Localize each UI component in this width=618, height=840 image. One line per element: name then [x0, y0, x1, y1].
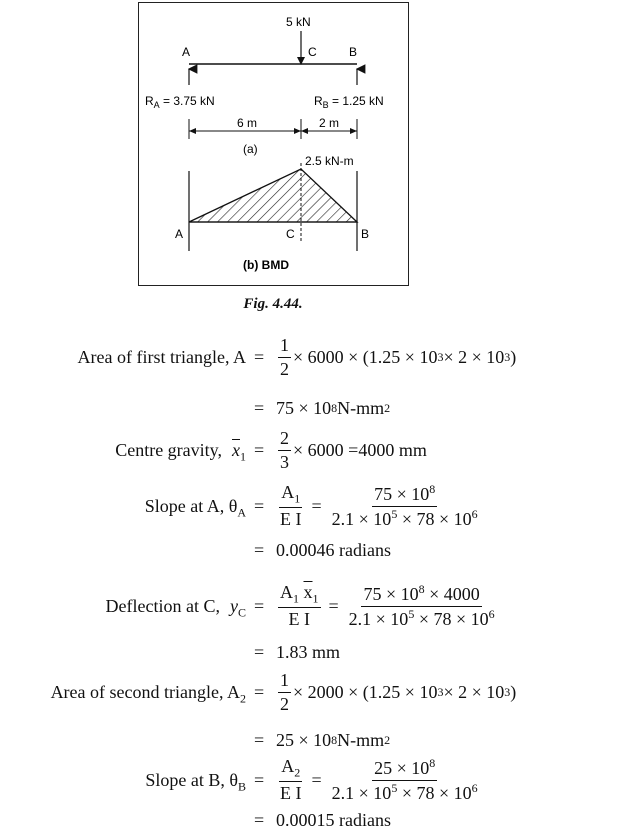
bmd-point-c: C	[286, 227, 295, 241]
fraction-a1-ei: $\frac{A_1}{\text{E I}}$	[280, 481, 302, 530]
span-ac-label: 6 m	[237, 116, 258, 130]
eq-slope-a-label: Slope at A, $\theta_A$	[144, 496, 246, 520]
eq-area-first-label: Area of first triangle, A	[77, 347, 246, 367]
equals-sign: =	[254, 347, 265, 367]
equals-sign: =	[254, 596, 265, 616]
beam-figure	[138, 2, 409, 286]
beam-diagram	[139, 3, 410, 287]
eq-area-second	[0, 669, 618, 714]
eq-slope-a-result	[0, 530, 618, 570]
eq-deflection-c-label: Deflection at C, $y_C$	[105, 596, 246, 620]
fraction-slope-b-values: $\frac{25 \times 10^8}{2.1 \times 10^5 \times 78 \times 10^6}$	[331, 755, 478, 803]
eq-centroid-rhs: $\frac{2}{3}$ × 6000 = 4000 mm	[280, 427, 427, 472]
fraction-slope-a-values: $\frac{75 \times 10^8}{2.1 \times 10^5 \times 78 \times 10^6}$	[331, 481, 478, 529]
equals-sign: =	[254, 398, 265, 418]
eq-area-first-result	[0, 388, 618, 428]
eq-slope-b-label: Slope at B, $\theta_B$	[145, 770, 246, 794]
bmd-point-b: B	[361, 227, 370, 241]
eq-slope-a-value: 0.00046 radians	[276, 539, 391, 560]
bmd-point-a: A	[175, 227, 184, 241]
eq-slope-b-result	[0, 800, 618, 840]
eq-slope-a	[0, 481, 618, 530]
equals-sign: =	[254, 496, 265, 516]
eq-deflection-c-result	[0, 632, 618, 672]
moment-max-label: 2.5 kN-m	[305, 154, 354, 168]
point-c-label: C	[308, 45, 317, 59]
label-b: (b) BMD	[243, 258, 289, 272]
equals-sign: =	[254, 770, 265, 790]
bmd-triangle	[189, 169, 357, 222]
equals-sign: =	[254, 810, 265, 830]
eq-slope-b-rhs: $\frac{A_2}{\text{E I}}$ = $\frac{25 \times 10^8}{2.1 \times 10^5 \times 78 \times 10^6}$	[280, 755, 478, 804]
equals-sign: =	[254, 440, 265, 460]
eq-deflection-c	[0, 581, 618, 630]
span-cb-label: 2 m	[319, 116, 340, 130]
eq-slope-a-rhs: $\frac{A_1}{\text{E I}}$ = $\frac{75 \times 10^8}{2.1 \times 10^5 \times 78 \times 10^6}$	[280, 481, 478, 530]
eq-centroid	[0, 427, 618, 472]
fraction-a1x1-ei: $\frac{A_1 \overline{x}_1}{\text{E I}}$	[280, 581, 319, 630]
label-a: (a)	[243, 142, 258, 156]
load-label: 5 kN	[286, 15, 311, 29]
equals-sign: =	[254, 540, 265, 560]
eq-slope-b-value: 0.00015 radians	[276, 809, 391, 830]
reaction-a-label: $R_A = 3.75$ kN	[145, 94, 215, 110]
fraction-a2-ei: $\frac{A_2}{\text{E I}}$	[280, 755, 302, 804]
equals-sign: =	[254, 682, 265, 702]
eq-centroid-label: Centre gravity, $\overline{x}_1$	[115, 440, 246, 464]
eq-area-second-rhs: $\frac{1}{2}$ × 2000 × (1.25 × 10 3 × 2 × 10 3 )	[280, 669, 517, 714]
point-b-label: B	[349, 45, 358, 59]
fraction-two-thirds: $\frac{2}{3}$	[280, 427, 289, 472]
fraction-half: $\frac{1}{2}$	[280, 669, 289, 714]
eq-area-first-value: 75 × 10 8 N-mm 2	[276, 397, 391, 418]
fraction-deflection-values: $\frac{75 \times 10^8 \times 4000}{2.1 \times 10^5 \times 78 \times 10^6}$	[348, 581, 495, 629]
eq-area-second-result	[0, 720, 618, 760]
eq-deflection-c-value: 1.83 mm	[276, 641, 341, 662]
equals-sign: =	[254, 642, 265, 662]
equals-sign: =	[254, 730, 265, 750]
eq-area-second-value: 25 × 10 8 N-mm 2	[276, 729, 391, 750]
point-a-label: A	[182, 45, 191, 59]
eq-deflection-c-rhs: $\frac{A_1 \overline{x}_1}{\text{E I}}$ = $\frac{75 \times 10^8 \times 4000}{2.1 \times 10^5 \times 78 \times 10^6}$	[280, 581, 495, 630]
eq-area-second-label: Area of second triangle, $A_2$	[50, 682, 246, 706]
reaction-b-label: $R_B = 1.25$ kN	[314, 94, 384, 110]
eq-area-first	[0, 334, 618, 379]
figure-caption: Fig. 4.44.	[243, 296, 303, 312]
fraction-half: $\frac{1}{2}$	[280, 334, 289, 379]
eq-slope-b	[0, 755, 618, 804]
eq-area-first-rhs: $\frac{1}{2}$ × 6000 × (1.25 × 10 3 × 2 × 10 3 )	[280, 334, 517, 379]
